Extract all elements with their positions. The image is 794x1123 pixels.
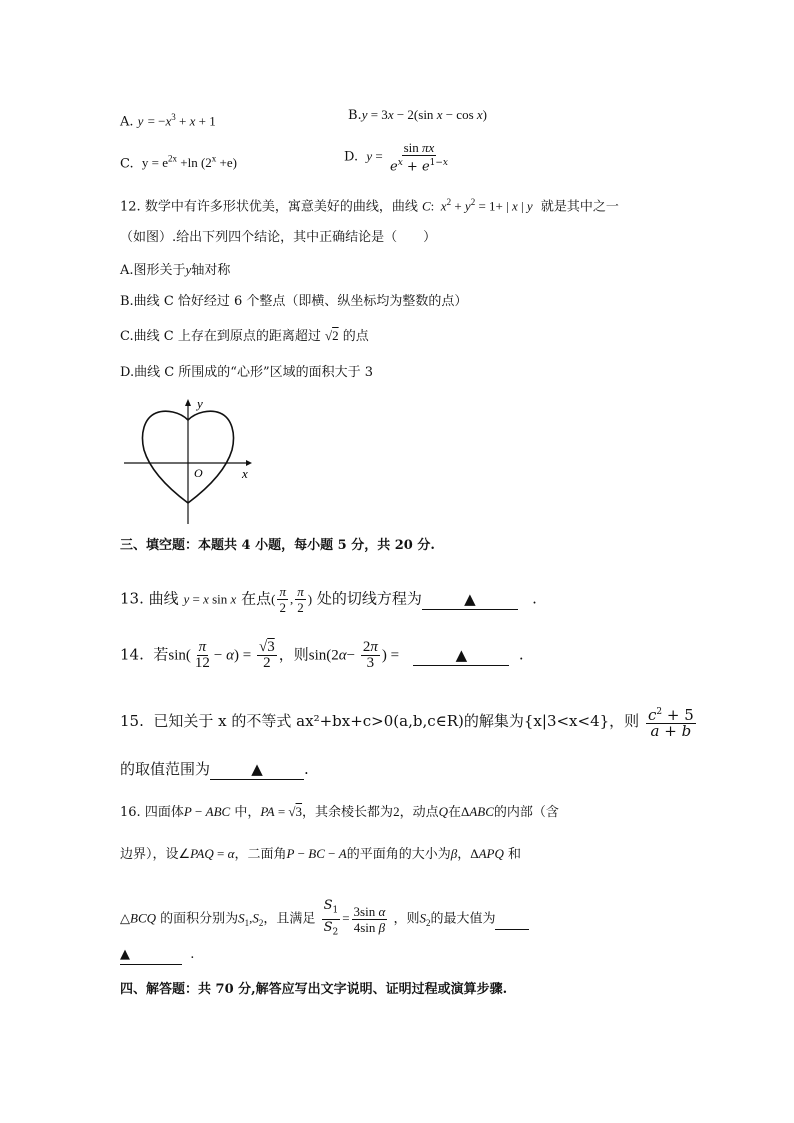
q11-option-a: A. $y = -x^3 + x + 1$ [120, 112, 216, 130]
stem-text: 在点 [241, 589, 272, 608]
stem-text: 若 [153, 645, 169, 664]
stem-text: 的最大值为 [430, 911, 496, 927]
option-label: B. [348, 108, 362, 123]
stem-text: ，其余棱长都为 [302, 805, 394, 820]
formula: y [361, 107, 368, 122]
q15-line1 [120, 705, 698, 739]
q12-stem: 12. 数学中有许多形状优美，寓意美好的曲线，曲线 C: $x^2 + y^2 = 1+$ | x | y 就是其中之一 [120, 197, 619, 215]
q11-option-d: D. y = $\frac{\text{sin πx}}{e^x + e^{1-x}}$ [344, 140, 448, 175]
sqrt-2: √2 [324, 328, 339, 343]
stem-text: 数学中有许多形状优美，寓意美好的曲线，曲线 [144, 199, 418, 215]
origin-label: O [194, 466, 203, 480]
punctuation: . [304, 760, 309, 778]
stem-text: 已知关于 x 的不等式 ax²+bx+c>0(a,b,c∈R)的解集为{x|3<x<4}，则 [153, 712, 640, 730]
stem-text: ，则 [278, 645, 309, 664]
question-number: 16. [120, 805, 141, 820]
fraction: $\frac{2\pi}{3}$ [362, 639, 378, 671]
fraction: $\frac{S_1}{S_2}$ [323, 898, 339, 938]
stem-text: 的面积分别为 [160, 911, 239, 927]
question-number: 13. [120, 589, 144, 608]
answer-blank [422, 589, 518, 610]
q14: 14. 若sin( $\frac{\pi}{12}$ − α) = $\frac{√3}{2}$ ，则sin(2α− $\frac{2\pi}{3}$ ) = ▲ . [120, 639, 524, 671]
q12-option-a: A.图形关于y轴对称 [120, 262, 231, 278]
fraction: $\frac{\pi}{12}$ [194, 639, 210, 671]
answer-mark: ▲ [464, 589, 476, 608]
punctuation: . [518, 645, 524, 664]
q16-answer-line [120, 946, 194, 965]
q12-option-c [120, 327, 369, 346]
stem-text: 四面体 [144, 805, 184, 820]
q12-option-b: B.曲线 C 恰好经过 6 个整点（即横、纵坐标均为整数的点） [120, 294, 468, 309]
q12-option-d: D.曲线 C 所围成的“心形”区域的面积大于 3 [120, 365, 373, 380]
fraction: $\frac{\pi}{2}$ [297, 584, 304, 615]
stem-text: 和 [508, 847, 522, 862]
answer-mark: ▲ [455, 645, 468, 664]
option-label: A. [120, 114, 134, 130]
heart-curve-figure [118, 396, 268, 526]
x-axis-label: x [242, 466, 248, 481]
option-text: 的点 [342, 329, 369, 344]
fraction: $\frac{√3}{2}$ [258, 639, 275, 671]
stem-text: 处的切线方程为 [316, 589, 422, 608]
q16-line1: 16. 四面体P − ABC 中，PA = √3，其余棱长都为2，动点Q在ΔABC的内部（含 [120, 804, 559, 820]
q11-option-c [120, 150, 237, 173]
q15-line2 [120, 759, 309, 780]
question-number: 14. [120, 645, 144, 664]
stem-text: 的内部（含 [493, 805, 559, 820]
q16-line3: △BCQ 的面积分别为$S_1,S_2$，且满足 $\frac{S_1}{S_2}$ = $\frac{\text{3sin α}}{\text{4sin β}}$ ，则$S_2$的最大值为 [120, 898, 529, 940]
question-number: 12. [120, 199, 141, 215]
section-4-heading: 四、解答题：共 70 分,解答应写出文字说明、证明过程或演算步骤. [120, 982, 508, 997]
q13: 13. 曲线 y = x sin x 在点( $\frac{\pi}{2}$ , $\frac{\pi}{2}$ ) 处的切线方程为 ▲ . [120, 584, 537, 615]
y-axis-label: y [197, 396, 203, 411]
stem-text: ，且满足 [263, 911, 316, 927]
stem-text: ，则 [393, 911, 420, 927]
stem-text: 曲线 [148, 589, 179, 608]
curve-name: C [421, 198, 431, 214]
formula: $y = e^{2x} +\ln$ $(2^x +e)$ [141, 154, 237, 171]
stem-text: 中， [234, 805, 261, 820]
stem-text: ， [457, 847, 471, 862]
stem-text: 的取值范围为 [120, 760, 211, 778]
fraction: $\frac{\text{3sin α}}{\text{4sin β}}$ [353, 903, 386, 935]
answer-mark: ▲ [251, 760, 263, 778]
answer-blank [495, 911, 529, 930]
formula: y [137, 113, 144, 129]
punctuation: . [532, 589, 537, 608]
section-3-heading: 三、填空题：本题共 4 小题，每小题 5 分，共 20 分. [120, 538, 435, 553]
punctuation: . [190, 947, 195, 962]
stem-text: 就是其中之一 [540, 199, 619, 215]
question-number: 15. [120, 712, 144, 730]
answer-blank [210, 759, 304, 780]
q16-line2: 边界），设∠PAQ = α，二面角P − BC − A的平面角的大小为β，ΔAPQ 和 [120, 846, 522, 862]
stem-text: ，二面角 [234, 847, 287, 862]
answer-blank [120, 946, 182, 965]
stem-text: 的平面角的大小为 [346, 847, 451, 862]
option-text: C.曲线 C 上存在到原点的距离超过 [120, 329, 321, 344]
option-text: A.图形关于 [120, 263, 186, 278]
option-label: C. [120, 156, 134, 172]
y-axis-arrow [185, 399, 191, 406]
option-label: D. [344, 149, 359, 165]
stem-text: 边界），设 [120, 847, 179, 862]
fraction: $\frac{\pi}{2}$ [279, 584, 286, 615]
formula: y [366, 148, 373, 164]
q11-option-b: B.y = 3x − 2(sin x − cos x) [348, 107, 488, 123]
answer-blank [413, 645, 509, 666]
option-text: 轴对称 [191, 263, 231, 278]
fraction: $\frac{\text{sin πx}}{e^x + e^{1-x}}$ [389, 140, 448, 175]
stem-text: ，动点 [399, 805, 439, 820]
answer-mark: ▲ [120, 947, 130, 962]
q12-stem-line2: （如图）.给出下列四个结论，其中正确结论是（ ） [120, 230, 437, 245]
stem-text: 在 [447, 805, 461, 820]
fraction: $\frac{c^2 + 5}{a + b}$ [647, 706, 694, 740]
